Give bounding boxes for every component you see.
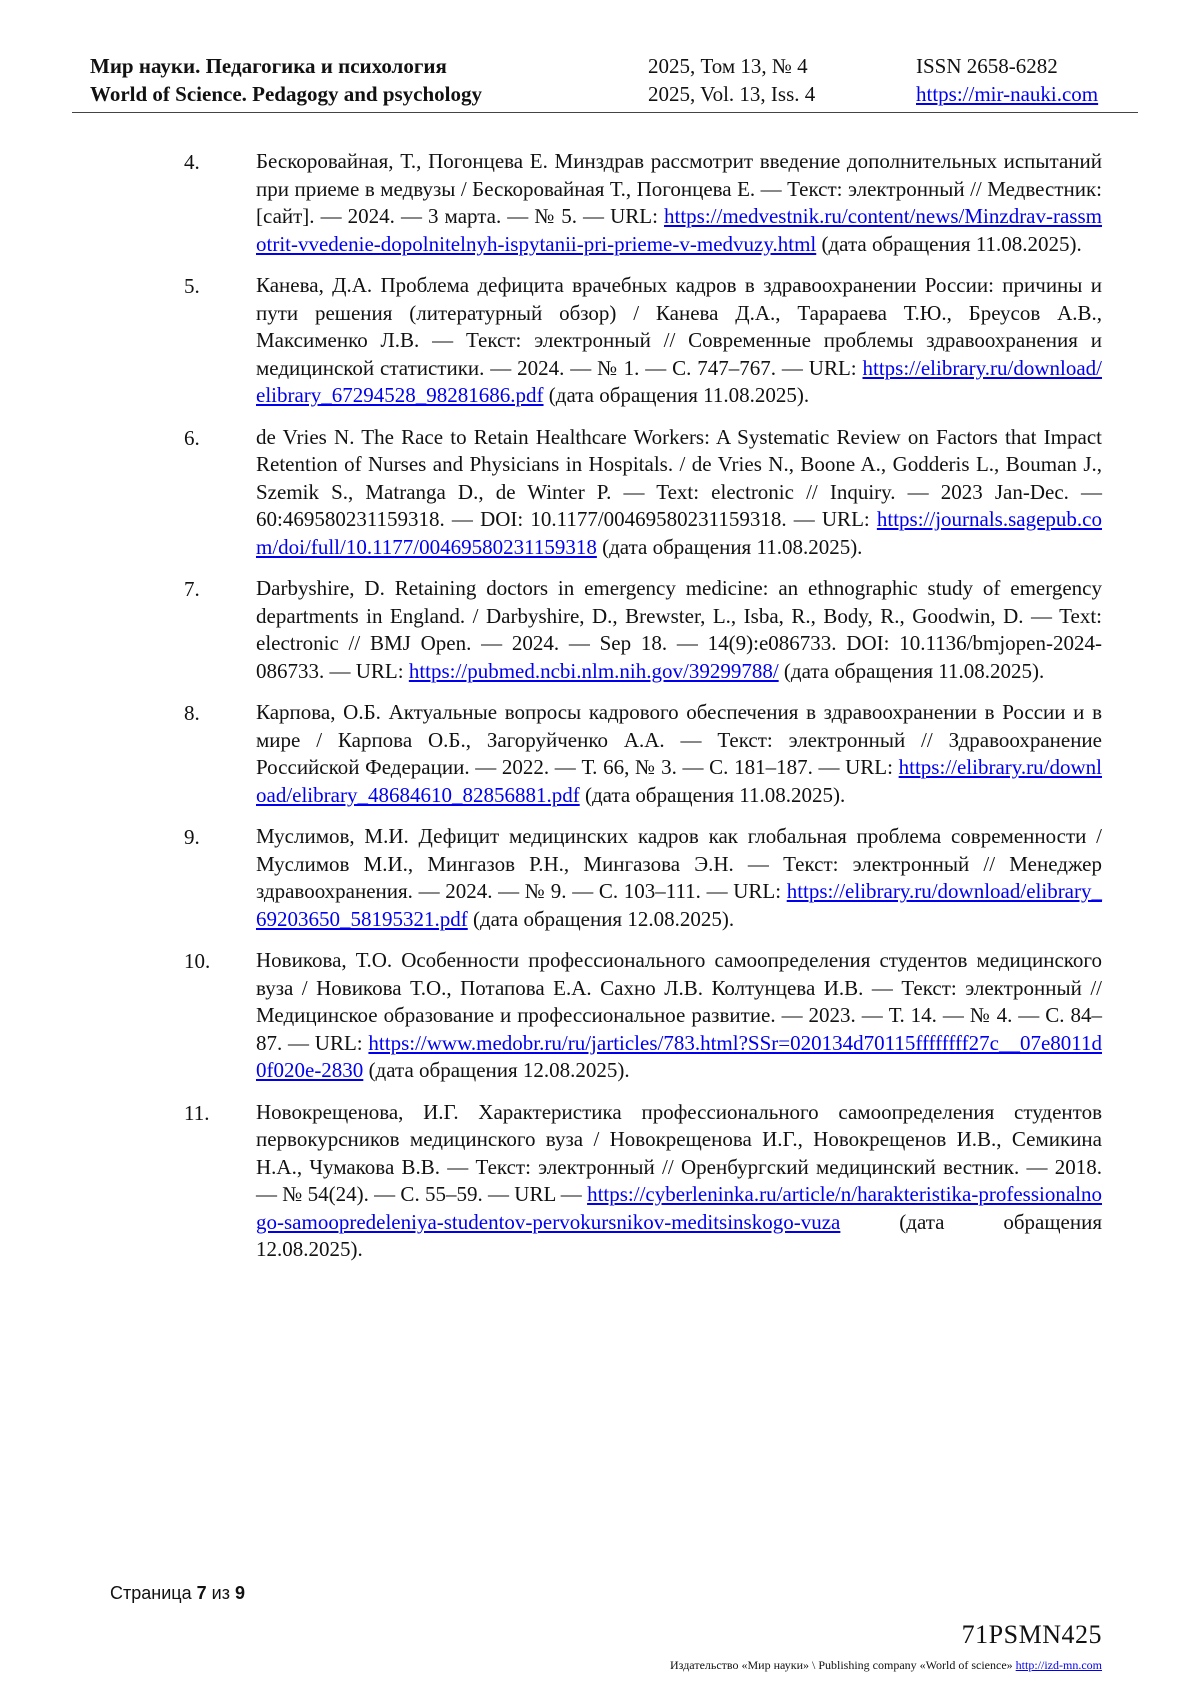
reference-access-date: (дата обращения 12.08.2025). bbox=[256, 1209, 1102, 1261]
reference-text: Бескоровайная, Т., Погонцева Е. Минздрав рассмотрит введение дополнительных испытаний при приеме в медвузы / Бескоровайная Т., Погонцева Е. — Текст: электронный // Медвестник: [сайт]. — 2024. — 3 марта. — № 5. — URL: bbox=[256, 149, 1102, 228]
reference-item bbox=[184, 424, 1102, 562]
reference-number: 4. bbox=[184, 150, 200, 174]
reference-text: Новикова, Т.О. Особенности профессионального самоопределения студентов медицинского вуза / Новикова Т.О., Потапова Е.А. Сахно Л.В. Колтунцева И.В. — Текст: электронный // Медицинское образование и профессиональное развитие. — 2023. — Т. 14. — № 4. — С. 84–87. — URL: bbox=[256, 948, 1102, 1055]
publisher-text: Издательство «Мир науки» \ Publishing company «World of science» bbox=[670, 1658, 1013, 1672]
reference-url-link[interactable]: https://elibrary.ru/download/elibrary_67294528_98281686.pdf bbox=[256, 355, 1102, 407]
issn: ISSN 2658-6282 bbox=[916, 54, 1058, 78]
issue-info bbox=[648, 52, 815, 108]
reference-item bbox=[184, 699, 1102, 809]
reference-item bbox=[184, 1099, 1102, 1264]
reference-number: 9. bbox=[184, 825, 200, 849]
reference-item bbox=[184, 823, 1102, 933]
reference-text: Darbyshire, D. Retaining doctors in emergency medicine: an ethnographic study of emergency departments in England. / Darbyshire, D., Brewster, L., Isba, R., Body, R., Goodwin, D. — Text: electronic // BMJ Open. — 2024. — Sep 18. — 14(9):e086733. DOI: 10.1136/bmjopen-2024-086733. — URL: bbox=[256, 576, 1102, 683]
reference-url-link[interactable]: https://pubmed.ncbi.nlm.nih.gov/39299788/ bbox=[408, 658, 779, 683]
page-label: Страница bbox=[110, 1583, 192, 1603]
reference-number: 6. bbox=[184, 425, 200, 450]
reference-url-link[interactable]: https://medvestnik.ru/content/news/Minzdrav-rassmotrit-vvedenie-dopolnitelnyh-ispytanii-pri-prieme-v-medvuzy.html bbox=[256, 204, 1102, 256]
reference-text: Карпова, О.Б. Актуальные вопросы кадрового обеспечения в здравоохранении в России и в мире / Карпова О.Б., Загоруйченко А.А. — Текст: электронный // Здравоохранение Российской Федерации. — 2022. — Т. 66, № 3. — С. 181–187. — URL: bbox=[256, 700, 1102, 779]
journal-site-link[interactable]: https://mir-nauki.com bbox=[916, 82, 1099, 106]
reference-access-date: (дата обращения 11.08.2025). bbox=[543, 383, 810, 407]
reference-access-date: (дата обращения 12.08.2025). bbox=[363, 1058, 630, 1082]
journal-title bbox=[90, 52, 482, 108]
journal-title-en: World of Science. Pedagogy and psychology bbox=[90, 82, 483, 106]
page-of: из bbox=[211, 1583, 230, 1603]
reference-item bbox=[184, 148, 1102, 258]
issue-ru: 2025, Том 13, № 4 bbox=[648, 54, 808, 78]
page-current: 7 bbox=[196, 1583, 207, 1603]
page-indicator bbox=[110, 1583, 245, 1604]
reference-url-link[interactable]: https://www.medobr.ru/ru/jarticles/783.html?SSr=020134d70115ffffffff27c__07e8011d0f020e-2830 bbox=[256, 1030, 1102, 1082]
reference-url-link[interactable]: https://elibrary.ru/download/elibrary_69203650_58195321.pdf bbox=[256, 879, 1102, 931]
reference-access-date: (дата обращения 11.08.2025). bbox=[778, 658, 1045, 683]
reference-number: 8. bbox=[184, 701, 200, 725]
page-total: 9 bbox=[234, 1583, 245, 1603]
reference-list bbox=[184, 148, 1102, 1278]
reference-access-date: (дата обращения 12.08.2025). bbox=[467, 906, 735, 931]
reference-access-date: (дата обращения 11.08.2025). bbox=[579, 782, 846, 807]
reference-text: Новокрещенова, И.Г. Характеристика профессионального самоопределения студентов первокурсников медицинского вуза / Новокрещенова И.Г., Новокрещенов И.В., Семикина Н.А., Чумакова В.В. — Текст: электронный // Оренбургский медицинский вестник. — 2018. — № 54(24). — С. 55–59. — URL — bbox=[256, 1099, 1102, 1206]
reference-item bbox=[184, 947, 1102, 1085]
publisher-link[interactable]: http://izd-mn.com bbox=[1015, 1658, 1102, 1672]
reference-text: Канева, Д.А. Проблема дефицита врачебных кадров в здравоохранении России: причины и пути решения (литературный обзор) / Канева Д.А., Тарараева Т.Ю., Бреусов А.В., Максименко Л.В. — Текст: электронный // Современные проблемы здравоохранения и медицинской статистики. — 2024. — № 1. — С. 747–767. — URL: bbox=[256, 273, 1102, 380]
publisher-line bbox=[670, 1658, 1102, 1673]
reference-access-date: (дата обращения 11.08.2025). bbox=[596, 534, 863, 559]
reference-number: 10. bbox=[184, 949, 211, 973]
reference-item bbox=[184, 272, 1102, 410]
reference-text: de Vries N. The Race to Retain Healthcare Workers: A Systematic Review on Factors that Impact Retention of Nurses and Physicians in Hospitals. / de Vries N., Boone A., Godderis L., Bouman J., Szemik S., Matranga D., de Winter P. — Text: electronic // Inquiry. — 2023 Jan-Dec. — 60:469580231159318. — DOI: 10.1177/00469580231159318. — URL: bbox=[256, 424, 1102, 531]
reference-number: 7. bbox=[184, 577, 200, 601]
issn-info bbox=[916, 52, 1098, 108]
reference-number: 5. bbox=[184, 274, 200, 298]
reference-number: 11. bbox=[184, 1100, 210, 1125]
page-header bbox=[72, 52, 1138, 113]
article-code: 71PSMN425 bbox=[961, 1620, 1102, 1649]
reference-text: Муслимов, М.И. Дефицит медицинских кадров как глобальная проблема современности / Муслимов М.И., Мингазов Р.Н., Мингазова Э.Н. — Текст: электронный // Менеджер здравоохранения. — 2024. — № 9. — С. 103–111. — URL: bbox=[256, 824, 1102, 903]
issue-en: 2025, Vol. 13, Iss. 4 bbox=[648, 82, 816, 106]
journal-title-ru: Мир науки. Педагогика и психология bbox=[90, 54, 447, 78]
reference-access-date: (дата обращения 11.08.2025). bbox=[816, 231, 1082, 256]
reference-item bbox=[184, 575, 1102, 685]
reference-url-link[interactable]: https://cyberleninka.ru/article/n/harakteristika-professionalnogo-samoopredeleniya-studentov-pervokursnikov-meditsinskogo-vuza bbox=[256, 1182, 1102, 1234]
reference-url-link[interactable]: https://elibrary.ru/download/elibrary_48684610_82856881.pdf bbox=[256, 755, 1102, 807]
reference-url-link[interactable]: https://journals.sagepub.com/doi/full/10.1177/00469580231159318 bbox=[256, 507, 1102, 559]
